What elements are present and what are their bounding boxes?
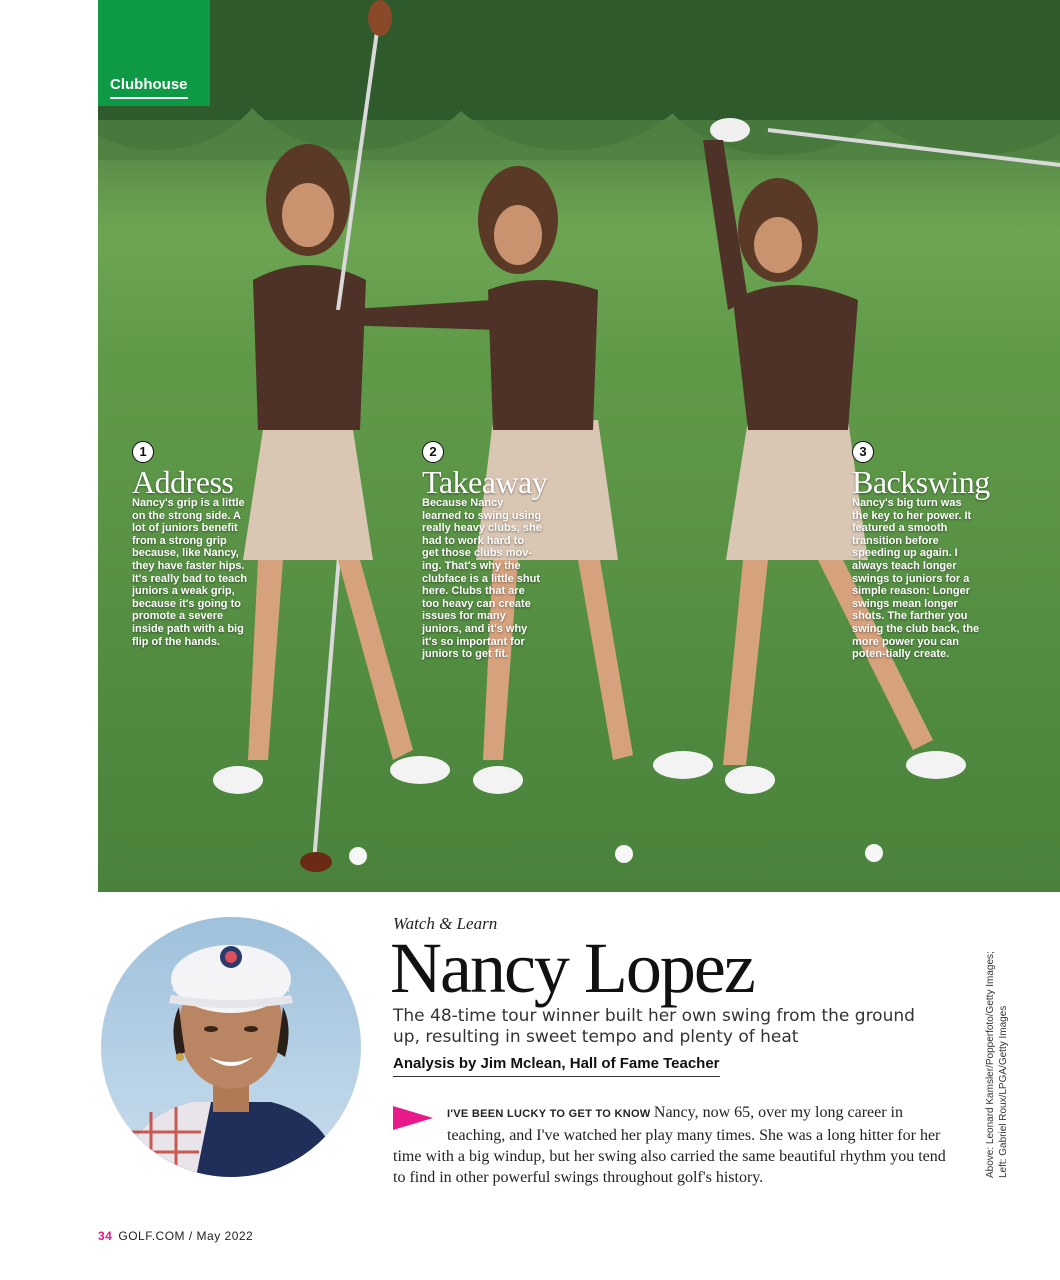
credit-line-1: Above: Leonard Kamsler/Popperfoto/Getty Images; — [985, 951, 996, 1178]
step-title: Takeaway — [422, 464, 548, 500]
step-title: Backswing — [852, 464, 990, 500]
step-address — [132, 441, 252, 648]
step-number: 3 — [852, 441, 874, 463]
article-dek: The 48-time tour winner built her own swing from the ground up, resulting in sweet tempo and plenty of heat — [393, 1006, 915, 1047]
portrait-photo — [101, 917, 361, 1177]
credit-line-2: Left: Gabriel Roux/LPGA/Getty Images — [998, 1005, 1009, 1178]
step-backswing — [852, 441, 990, 661]
step-takeaway — [422, 441, 548, 661]
step-body: Nancy's big turn was the key to her power. It featured a smooth transition before speeding up again. I always teach longer swings to juniors for a simple reason: Longer swings mean longer shots. The farther you swing the club back, the more power you can poten-tially create. — [852, 497, 980, 661]
article-body-text: Nancy, now 65, over my long career in teaching, and I've watched her play many times. She was a long hitter for her time with a big windup, but her swing also carried the same beautiful rhythm you tend to find in other powerful swings throughout golf's history. — [393, 1104, 946, 1186]
nancy-lopez-portrait — [101, 917, 361, 1177]
article-kicker: Watch & Learn — [393, 914, 498, 933]
step-title: Address — [132, 464, 234, 500]
step-number: 1 — [132, 441, 154, 463]
step-body: Because Nancy learned to swing using really heavy clubs, she had to work hard to get those clubs mov-ing. That's why the clubface is a little shut here. Clubs that are too heavy can create issues for many juniors, and it's why it's so important for juniors to get fit. — [422, 497, 542, 661]
article-headline: Nancy Lopez — [390, 928, 754, 1008]
step-body: Nancy's grip is a little on the strong side. A lot of juniors benefit from a strong grip because, like Nancy, they have faster hips. It's really bad to teach juniors a weak grip, because it's going to promote a severe inside path with a big flip of the hands. — [132, 497, 248, 648]
publication-info: GOLF.COM / May 2022 — [118, 1229, 254, 1243]
section-tag — [98, 0, 210, 106]
page-number: 34 — [98, 1229, 113, 1243]
photo-credits — [984, 898, 1010, 1178]
section-tag-label: Clubhouse — [110, 76, 188, 99]
article-body — [393, 1102, 961, 1188]
article-lead-in: I'VE BEEN LUCKY TO GET TO KNOW — [447, 1108, 654, 1120]
pink-arrow-icon — [393, 1106, 433, 1130]
step-number: 2 — [422, 441, 444, 463]
article-byline: Analysis by Jim Mclean, Hall of Fame Teacher — [393, 1055, 720, 1077]
page-footer — [98, 1229, 253, 1243]
